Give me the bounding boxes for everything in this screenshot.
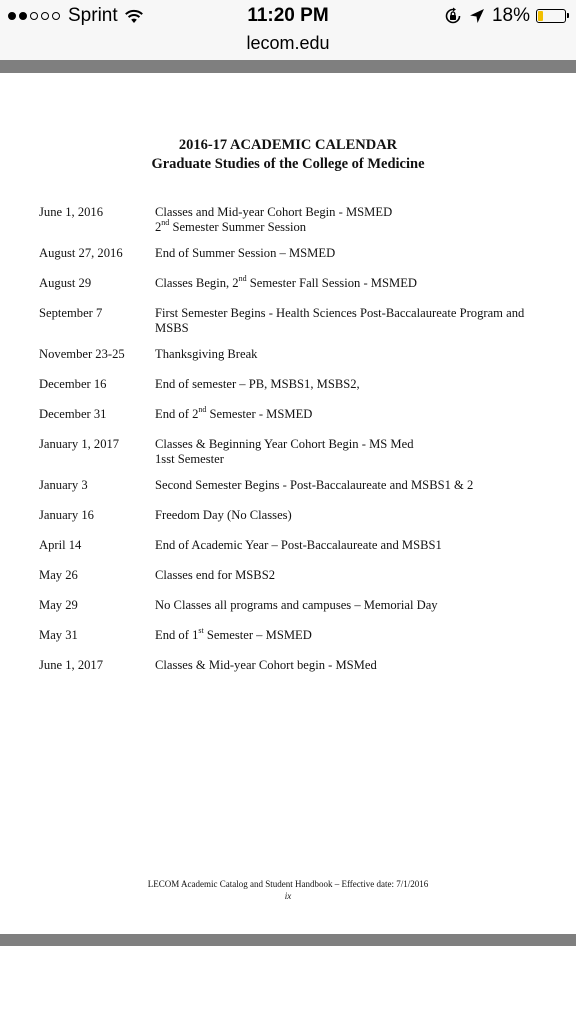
calendar-event-line: Classes & Mid-year Cohort begin - MSMed [155,658,377,672]
calendar-row [39,625,549,643]
calendar-date: September 7 [39,306,103,320]
calendar-event [155,478,549,493]
calendar-date: May 29 [39,598,78,612]
battery-icon [536,9,566,23]
pdf-page-top-border [0,60,576,73]
url-text[interactable]: lecom.edu [246,33,330,53]
calendar-event [155,273,549,291]
calendar-event-line: End of Academic Year – Post-Baccalaureate and MSBS1 [155,538,442,552]
calendar-event-line: Classes end for MSBS2 [155,568,275,582]
calendar-event-line: End of 1st Semester – MSMED [155,625,312,642]
calendar-row [39,658,549,673]
calendar-date: August 29 [39,276,92,290]
page-subtitle: Graduate Studies of the College of Medicine [151,156,425,172]
calendar-row [39,598,549,613]
signal-dot [41,12,49,20]
calendar-date: August 27, 2016 [39,246,123,260]
clock-time: 11:20 PM [247,5,329,26]
calendar-row [39,404,549,422]
calendar-date: June 1, 2017 [39,658,104,672]
signal-dot [19,12,27,20]
signal-dot [52,12,60,20]
calendar-event [155,347,549,362]
calendar-date: January 3 [39,478,88,492]
calendar-event [155,568,549,583]
status-bar [0,0,576,32]
calendar-date: May 31 [39,628,78,642]
calendar-event-line: Classes and Mid-year Cohort Begin - MSMED [155,205,393,219]
page-number: ix [284,891,292,901]
calendar-event [155,377,549,392]
signal-dot [8,12,16,20]
signal-dot [30,12,38,20]
pdf-page-bottom-border [0,934,576,946]
page-title: 2016-17 ACADEMIC CALENDAR [178,137,398,153]
calendar-date: December 16 [39,377,107,391]
calendar-row [39,508,549,523]
calendar-row [39,538,549,553]
location-arrow-icon [468,7,486,25]
calendar-event-line: End of 2nd Semester - MSMED [155,404,313,421]
calendar-row [39,273,549,291]
calendar-event [155,246,549,261]
signal-strength-indicator [8,12,60,20]
calendar-event [155,508,549,523]
calendar-event [155,205,549,235]
calendar-event [155,658,549,673]
calendar-event [155,437,549,467]
calendar-event-line: Freedom Day (No Classes) [155,508,292,522]
calendar-date: June 1, 2016 [39,205,104,219]
calendar-row [39,347,549,362]
calendar-event-line: 1sst Semester [155,452,224,466]
calendar-event [155,306,549,336]
calendar-row [39,437,549,467]
battery-percentage: 18% [491,5,530,26]
calendar-date: December 31 [39,407,107,421]
calendar-event-line: Second Semester Begins - Post-Baccalaureate and MSBS1 & 2 [155,478,474,492]
calendar-event-line: Classes Begin, 2nd Semester Fall Session - MSMED [155,273,417,290]
wifi-icon [124,8,144,24]
calendar-event-line: End of Summer Session – MSMED [155,246,336,260]
calendar-date: April 14 [39,538,82,552]
calendar-date: May 26 [39,568,78,582]
calendar-row [39,246,549,261]
calendar-event-line: Classes & Beginning Year Cohort Begin - MS Med [155,437,414,451]
calendar-row [39,205,549,235]
document-footer: LECOM Academic Catalog and Student Handbook – Effective date: 7/1/2016 [147,879,429,889]
calendar-row [39,306,549,336]
rotation-lock-icon [444,7,462,25]
calendar-date: November 23-25 [39,347,125,361]
calendar-event [155,598,549,613]
calendar-event-line: End of semester – PB, MSBS1, MSBS2, [155,377,360,391]
calendar-date: January 1, 2017 [39,437,120,451]
calendar-event-line: Thanksgiving Break [155,347,258,361]
calendar-event-line: 2nd Semester Summer Session [155,217,307,234]
academic-calendar-table [39,205,549,673]
calendar-event-line: MSBS [155,321,189,335]
calendar-row [39,478,549,493]
calendar-row [39,377,549,392]
battery-fill [538,11,543,21]
calendar-event [155,625,549,643]
calendar-event-line: First Semester Begins - Health Sciences Post-Baccalaureate Program and [155,306,525,320]
calendar-row [39,568,549,583]
calendar-date: January 16 [39,508,94,522]
calendar-event [155,404,549,422]
carrier-name: Sprint [68,5,118,26]
calendar-event [155,538,549,553]
address-bar[interactable] [0,32,576,60]
calendar-event-line: No Classes all programs and campuses – Memorial Day [155,598,438,612]
